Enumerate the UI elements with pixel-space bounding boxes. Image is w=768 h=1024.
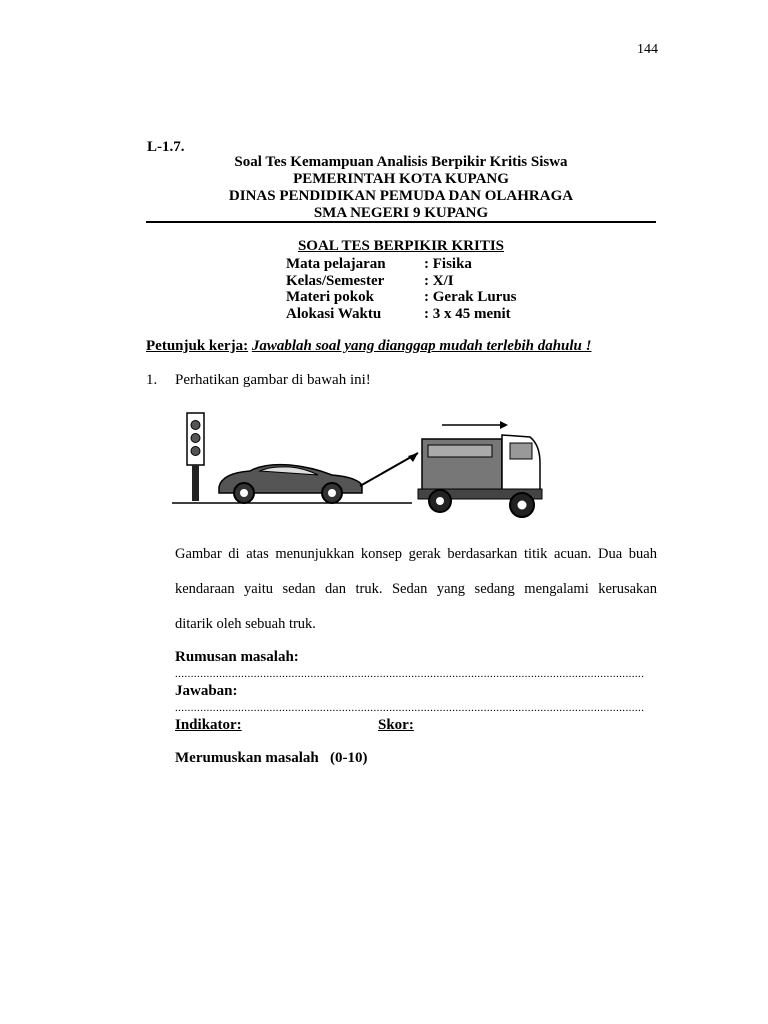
header-school: SMA NEGERI 9 KUPANG <box>313 205 489 221</box>
test-title: SOAL TES BERPIKIR KRITIS <box>297 238 505 254</box>
meta-label: Alokasi Waktu <box>286 305 382 322</box>
question-number: 1. <box>146 372 158 388</box>
meta-row-class <box>286 273 454 290</box>
tow-rope <box>360 453 418 486</box>
paragraph-line: Gambar di atas menunjukkan konsep gerak berdasarkan titik acuan. Dua buah <box>175 546 657 562</box>
motion-arrowhead <box>500 421 508 429</box>
paragraph-line: kendaraan yaitu sedan dan truk. Sedan yang sedang mengalami kerusakan <box>175 581 657 597</box>
towing-illustration <box>172 405 544 523</box>
header-title: Soal Tes Kemampuan Analisis Berpikir Kritis Siswa <box>234 154 568 170</box>
score-label: Skor: <box>378 717 414 733</box>
indicator-label: Indikator: <box>175 717 242 733</box>
meta-value: : Gerak Lurus <box>424 289 517 305</box>
rope-arrowhead <box>408 453 418 462</box>
meta-label: Kelas/Semester <box>286 272 385 289</box>
instruction <box>146 338 592 355</box>
answer-dotted-line: ..................................................................................................................................................... <box>175 703 645 713</box>
paragraph-line: ditarik oleh sebuah truk. <box>175 616 316 632</box>
meta-value: : Fisika <box>424 256 472 272</box>
meta-value: : X/I <box>424 272 454 289</box>
answer-label: Jawaban: <box>175 683 238 699</box>
meta-row-topic <box>286 289 517 306</box>
appendix-code: L-1.7. <box>147 139 185 155</box>
question-prompt: Perhatikan gambar di bawah ini! <box>175 372 371 388</box>
meta-row-time <box>286 306 511 323</box>
indicator-value: Merumuskan masalah (0-10) <box>175 750 368 766</box>
instruction-text: Jawablah soal yang dianggap mudah terlebih dahulu ! <box>251 338 592 354</box>
meta-label: Mata pelajaran <box>286 256 386 272</box>
traffic-light-icon <box>187 413 204 501</box>
answer-dotted-line: ..................................................................................................................................................... <box>175 669 645 679</box>
header-department: DINAS PENDIDIKAN PEMUDA DAN OLAHRAGA <box>228 188 574 204</box>
instruction-label: Petunjuk kerja: <box>146 338 249 354</box>
sedan-car-icon <box>219 465 362 503</box>
header-rule <box>146 221 656 223</box>
header-government: PEMERINTAH KOTA KUPANG <box>293 171 509 187</box>
page-number: 144 <box>637 42 658 57</box>
problem-label: Rumusan masalah: <box>175 649 299 665</box>
meta-label: Materi pokok <box>286 289 374 305</box>
meta-value: : 3 x 45 menit <box>424 305 511 322</box>
truck-icon <box>418 435 542 517</box>
meta-row-subject <box>286 256 472 273</box>
